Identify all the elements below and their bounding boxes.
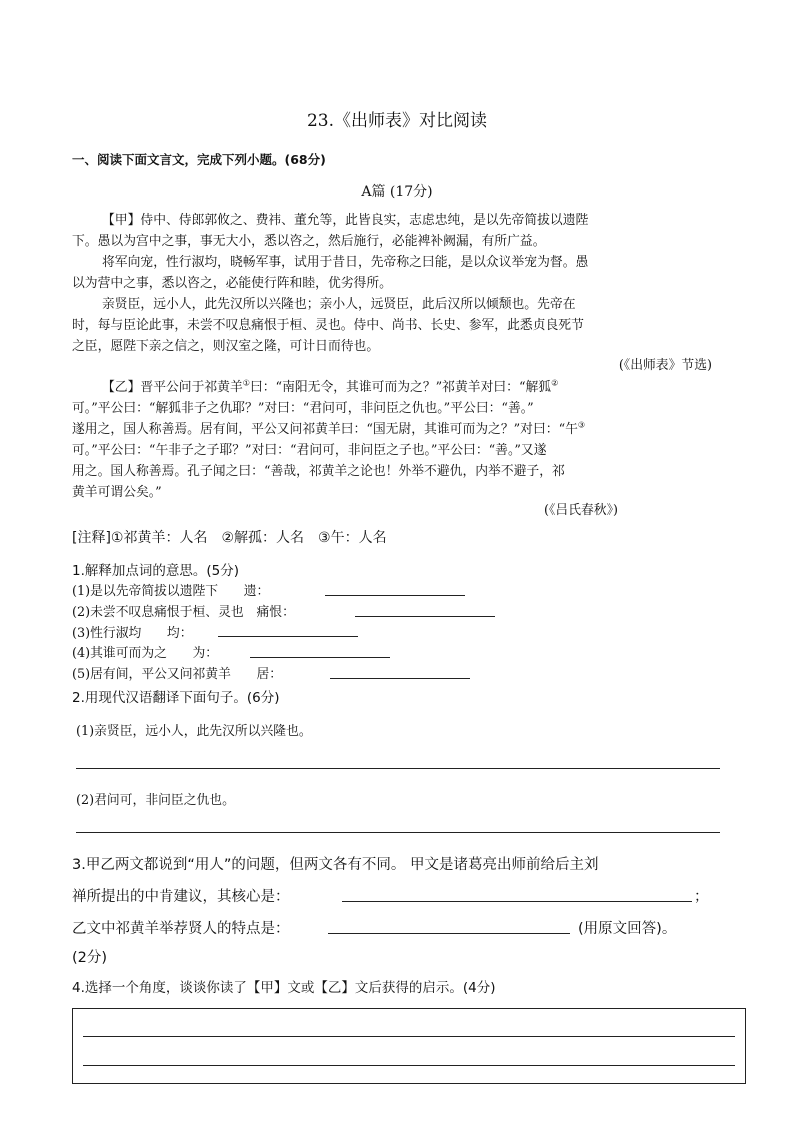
q2-item-1: (1)亲贤臣，远小人，此先汉所以兴隆也。: [76, 724, 312, 739]
q1-answer-blank-1[interactable]: [325, 595, 465, 596]
q2-stem: 2.用现代汉语翻译下面句子。(6分): [72, 690, 280, 706]
jia-line-7: 之臣，愿陛下亲之信之，则汉室之隆，可计日而待也。: [72, 339, 380, 354]
yi-line-1: [102, 376, 558, 395]
q4-stem: 4.选择一个角度，谈谈你读了【甲】文或【乙】文后获得的启示。(4分): [72, 980, 496, 996]
section-heading: 一、阅读下面文言文，完成下列小题。(68分): [72, 152, 326, 167]
jia-line-3: 将军向宠，性行淑均，晓畅军事，试用于昔日，先帝称之曰能，是以众议举宠为督。愚: [102, 255, 589, 270]
footnote-3-marker: ③: [577, 420, 586, 430]
yi-line-3-text: 遂用之，国人称善焉。居有间，平公又问祁黄羊曰：“国无尉，其谁可而为之？”对曰：“午: [72, 422, 578, 437]
q4-answer-box[interactable]: [72, 1008, 746, 1084]
yi-line-5: 用之。国人称善焉。孔子闻之曰：“善哉，祁黄羊之论也！外举不避仇，内举不避子，祁: [72, 464, 565, 479]
q1-answer-blank-3[interactable]: [218, 636, 358, 637]
yi-line-4: 可。”平公曰：“午非子之子耶？”对曰：“君问可，非问臣之子也。”平公曰：“善。”又遂: [72, 443, 547, 458]
jia-source: (《出师表》节选): [618, 358, 712, 373]
jia-line-1: 【甲】侍中、侍郎郭攸之、费祎、董允等，此皆良实，志虑忠纯，是以先帝简拔以遗陛: [102, 213, 589, 228]
q2-item-2: (2)君问可，非问臣之仇也。: [76, 793, 235, 808]
q1-item-2: (2)未尝不叹息痛恨于桓、灵也 痛恨：: [72, 605, 295, 620]
yi-line-6: 黄羊可谓公矣。”: [72, 485, 162, 500]
yi-line-1a: 【乙】晋平公问于祁黄羊: [102, 380, 243, 395]
q1-answer-blank-2[interactable]: [355, 616, 495, 617]
jia-line-6: 时，每与臣论此事，未尝不叹息痛恨于桓、灵也。侍中、尚书、长史、参军，此悉贞良死节: [72, 318, 584, 333]
footnote-1-marker: ①: [242, 378, 250, 388]
q3-line-2b: ；: [694, 889, 709, 905]
jia-line-5: 亲贤臣，远小人，此先汉所以兴隆也；亲小人，远贤臣，此后汉所以倾颓也。先帝在: [102, 297, 576, 312]
yi-line-1b: 曰：“南阳无令，其谁可而为之？”祁黄羊对曰：“解狐: [249, 380, 552, 395]
q1-stem: 1.解释加点词的意思。(5分): [72, 563, 240, 579]
q4-answer-line-2[interactable]: [83, 1065, 735, 1066]
q3-answer-blank-1[interactable]: [342, 901, 692, 902]
jia-line-4: 以为营中之事，悉以咨之，必能使行阵和睦，优劣得所。: [72, 276, 392, 291]
q1-item-1: (1)是以先帝简拔以遗陛下 遗：: [72, 584, 270, 599]
q3-line-1: 3.甲乙两文都说到“用人”的问题，但两文各有不同。 甲文是诸葛亮出师前给后主刘: [72, 857, 599, 873]
q4-answer-line-1[interactable]: [83, 1036, 735, 1037]
q2-answer-line-1[interactable]: [76, 768, 720, 769]
q3-line-4: (2分): [72, 950, 108, 966]
q3-answer-blank-2[interactable]: [328, 933, 570, 934]
annotation-notes: [注释]①祁黄羊：人名 ②解孤：人名 ③午：人名: [72, 530, 387, 546]
q3-line-3a: 乙文中祁黄羊举荐贤人的特点是：: [72, 921, 290, 937]
q1-answer-blank-5[interactable]: [330, 678, 470, 679]
q3-line-3b: (用原文回答)。: [578, 921, 677, 937]
passage-a-heading: A篇 (17分): [361, 184, 433, 200]
q3-line-2a: 禅所提出的中肯建议，其核心是：: [72, 889, 290, 905]
q1-item-5: (5)居有间，平公又问祁黄羊 居：: [72, 667, 283, 682]
yi-line-3: [72, 418, 585, 437]
jia-line-2: 下。愚以为宫中之事，事无大小，悉以咨之，然后施行，必能裨补阙漏，有所广益。: [72, 234, 546, 249]
q1-item-4: (4)其谁可而为之 为：: [72, 646, 219, 661]
q2-answer-line-2[interactable]: [76, 832, 720, 833]
q1-item-3: (3)性行淑均 均：: [72, 626, 193, 641]
yi-line-2: 可。”平公曰：“解狐非子之仇耶？”对曰：“君问可，非问臣之仇也。”平公曰：“善。”: [72, 401, 534, 416]
yi-source: (《吕氏春秋》): [544, 503, 618, 518]
footnote-2-marker: ②: [551, 378, 559, 388]
page-title: 23.《出师表》对比阅读: [306, 111, 488, 131]
q1-answer-blank-4[interactable]: [250, 657, 390, 658]
